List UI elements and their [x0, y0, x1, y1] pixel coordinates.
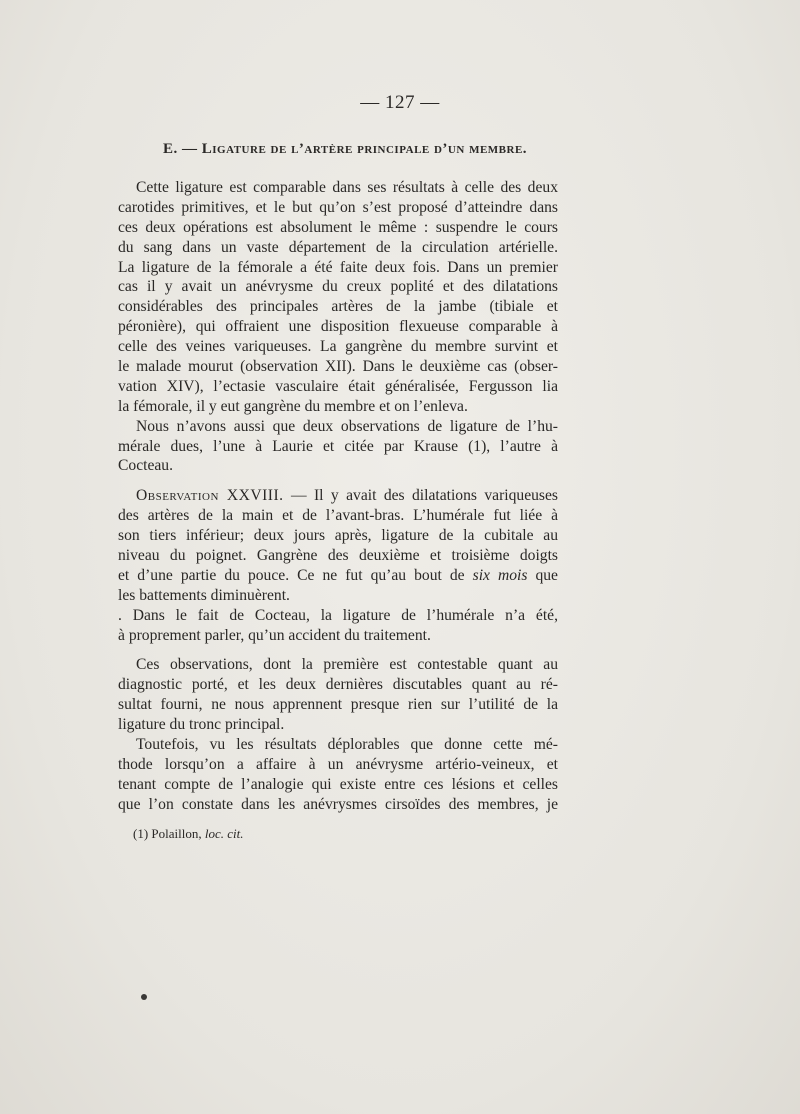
text-line: sultat fourni, ne nous apprennent presque rien sur l’utilité de la [118, 696, 558, 714]
text-line: Cocteau. [118, 457, 173, 475]
text-line: thode lorsqu’on a affaire à un anévrysme artério-veineux, et [118, 755, 558, 773]
text-line: péronière), qui offraient une disposition flexueuse comparable à [118, 318, 558, 336]
text-line: du sang dans un vaste département de la circulation artérielle. [118, 238, 558, 256]
observation-text: que [527, 566, 558, 584]
text-line: la fémorale, il y eut gangrène du membre et on l’enleva. [118, 397, 468, 415]
footnote-text: (1) Polaillon, [133, 826, 205, 841]
text-line: son tiers inférieur; deux jours après, ligature de la cubitale au [118, 527, 558, 545]
observation-text: et d’une partie du pouce. Ce ne fut qu’au bout de [118, 566, 473, 584]
text-line: Cette ligature est comparable dans ses résultats à celle des deux [136, 179, 558, 196]
text-line [118, 566, 558, 586]
text-line: mérale dues, l’une à Laurie et citée par Krause (1), l’autre à [118, 437, 558, 455]
text-line: niveau du poignet. Gangrène des deuxième et troisième doigts [118, 547, 558, 565]
text-line: ligature du tronc principal. [118, 716, 285, 734]
text-line: cas il y avait un anévrysme du creux poplité et des dilatations [118, 278, 558, 296]
page-number: — 127 — [360, 92, 440, 113]
ink-spot [141, 994, 147, 1000]
text-line: le malade mourut (observation XII). Dans le deuxième cas (obser- [118, 358, 558, 376]
section-heading: E. — Ligature de l’artère principale d’un membre. [163, 141, 528, 157]
text-line: ces deux opérations est absolument le même : suspendre le cours [118, 218, 558, 236]
body-text [118, 178, 558, 815]
observation-block [118, 486, 558, 605]
paragraph [118, 178, 558, 417]
text-line: à proprement parler, qu’un accident du traitement. [118, 626, 431, 644]
text-line: vation XIV), l’ectasie vasculaire était généralisée, Fergusson lia [118, 377, 558, 395]
text-line: Toutefois, vu les résultats déplorables que donne cette mé- [136, 736, 558, 754]
footnote [133, 826, 244, 842]
observation-label: Observation XXVIII. [136, 487, 284, 505]
text-line: Nous n’avons aussi que deux observations de ligature de l’hu- [136, 417, 558, 435]
text-line: celle des veines variqueuses. La gangrène du membre survint et [118, 338, 558, 356]
paragraph [118, 735, 558, 815]
text-line: carotides primitives, et le but qu’on s’est proposé d’atteindre dans [118, 198, 558, 216]
text-line [118, 486, 558, 506]
footnote-reference: loc. cit. [204, 826, 244, 841]
text-line: diagnostic porté, et les deux dernières discutables quant au ré- [118, 676, 558, 694]
italic-phrase: six mois [472, 566, 528, 584]
paragraph [118, 655, 558, 735]
text-line: que l’on constate dans les anévrysmes cirsoïdes des membres, je [118, 795, 558, 813]
text-line: des artères de la main et de l’avant-bras. L’humérale fut liée à [118, 507, 558, 525]
text-line: tenant compte de l’analogie qui existe entre ces lésions et celles [118, 775, 558, 793]
text-line: considérables des principales artères de la jambe (tibiale et [118, 298, 558, 316]
paragraph [118, 606, 558, 646]
paragraph-gap [118, 645, 558, 655]
observation-text: — Il y avait des dilatations variqueuses [283, 487, 558, 505]
text-line: . Dans le fait de Cocteau, la ligature de l’humérale n’a été, [118, 606, 558, 624]
text-line: La ligature de la fémorale a été faite deux fois. Dans un premier [118, 258, 558, 276]
text-line: Ces observations, dont la première est contestable quant au [136, 656, 558, 674]
paragraph [118, 417, 558, 477]
paragraph-gap [118, 476, 558, 486]
text-line: les battements diminuèrent. [118, 586, 290, 604]
